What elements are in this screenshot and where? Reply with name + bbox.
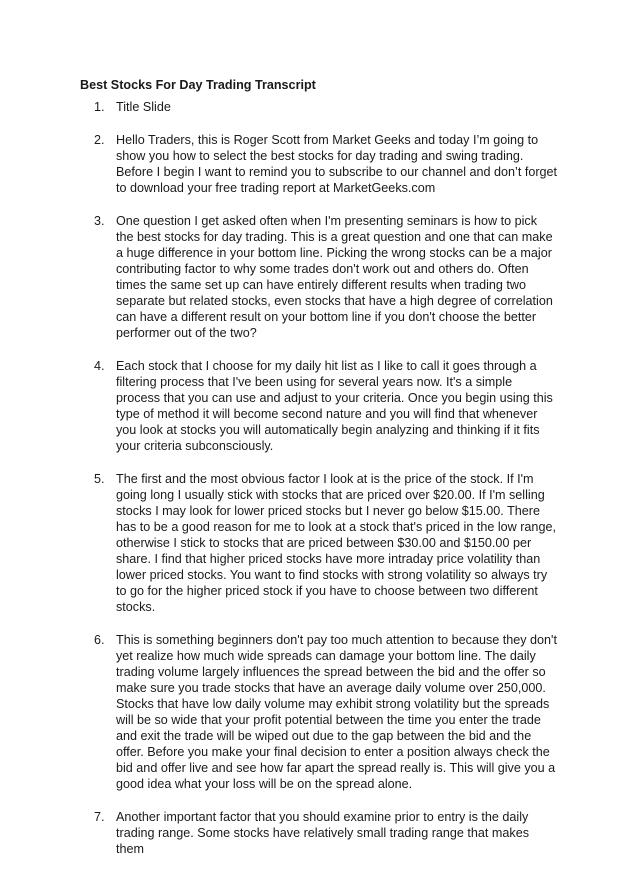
item-number: 2. — [94, 133, 105, 147]
item-number: 7. — [94, 810, 105, 824]
item-text: The first and the most obvious factor I look at is the price of the stock. If I'm going long I usually stick with stocks that are priced over $20.00. If I'm selling stocks I may look for lower priced stocks but I never go below $15.00. There has to be a good reason for me to look at a stock that's priced in the low range, otherwise I stick to stocks that are priced between $30.00 and $150.00 per share. I find that higher priced stocks have more intraday price volatility than lower priced stocks. You want to find stocks with strong volatility so always try to go for the higher priced stock if you have to choose between two different stocks. — [116, 472, 556, 614]
item-number: 4. — [94, 359, 105, 373]
item-text: Title Slide — [116, 100, 171, 114]
list-item — [0, 358, 638, 454]
item-number: 1. — [94, 100, 105, 114]
item-text: This is something beginners don't pay too much attention to because they don't yet realize how much wide spreads can damage your bottom line. The daily trading volume largely influences the spread between the bid and the offer so make sure you trade stocks that have an average daily volume over 250,000. Stocks that have low daily volume may exhibit strong volatility but the spreads will be so wide that your profit potential between the time you enter the trade and exit the trade will be wiped out due to the gap between the bid and the offer. Before you make your final decision to enter a position always check the bid and offer live and see how far apart the spread really is. This will give you a good idea what your loss will be on the spread alone. — [116, 633, 557, 791]
transcript-list — [0, 99, 638, 874]
list-item — [0, 99, 638, 115]
item-text: Each stock that I choose for my daily hit list as I like to call it goes through a filtering process that I've been using for several years now. It's a simple process that you can use and adjust to your criteria. Once you begin using this type of method it will become second nature and you will find that whenever you look at stocks you will automatically begin analyzing and thinking if it fits your criteria subconsciously. — [116, 359, 553, 453]
item-number: 5. — [94, 472, 105, 486]
item-number: 3. — [94, 214, 105, 228]
list-item — [0, 132, 638, 196]
item-text: One question I get asked often when I'm presenting seminars is how to pick the best stocks for day trading. This is a great question and one that can make a huge difference in your bottom line. Picking the wrong stocks can be a major contributing factor to why some trades don't work out and others do. Often times the same set up can have entirely different results when trading two separate but related stocks, even stocks that have a high degree of correlation can have a different result on your bottom line if you don't choose the better performer out of the two? — [116, 214, 553, 340]
item-text: Another important factor that you should examine prior to entry is the daily trading range. Some stocks have relatively small trading range that makes them — [116, 810, 529, 856]
list-item — [0, 632, 638, 792]
item-text: Hello Traders, this is Roger Scott from Market Geeks and today I’m going to show you how to select the best stocks for day trading and swing trading. Before I begin I want to remind you to subscribe to our channel and don’t forget to download your free trading report at MarketGeeks.com — [116, 133, 558, 195]
list-item — [0, 213, 638, 341]
list-item — [0, 809, 638, 857]
item-number: 6. — [94, 633, 105, 647]
list-item — [0, 471, 638, 615]
document-title: Best Stocks For Day Trading Transcript — [80, 78, 316, 92]
